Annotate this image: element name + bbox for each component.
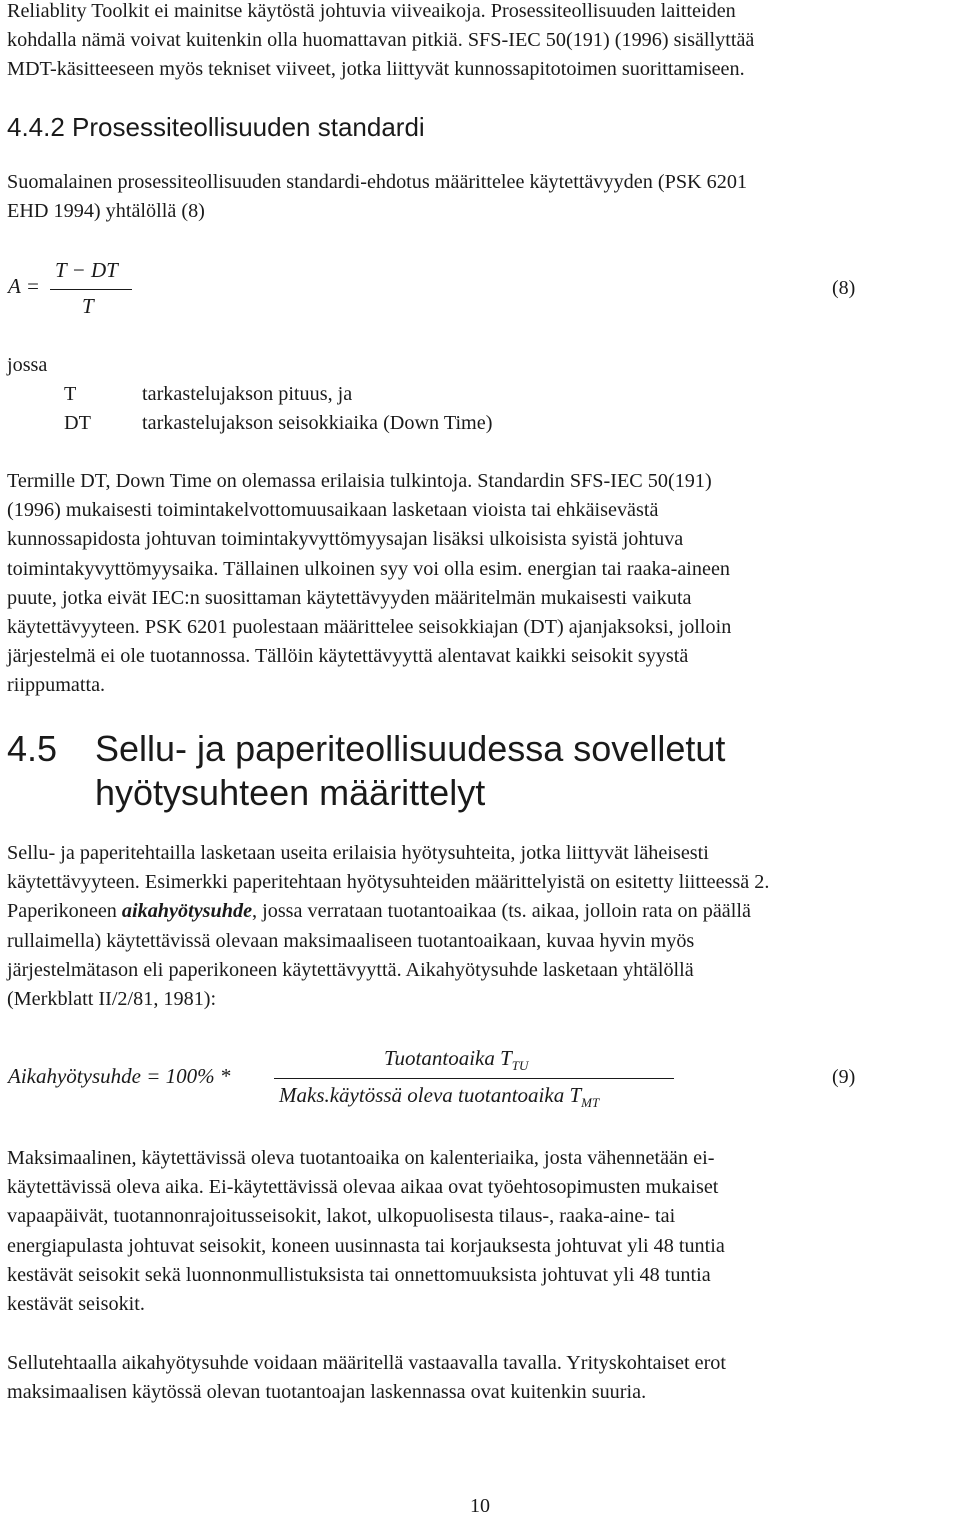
section-title-line-2: hyötysuhteen määrittelyt bbox=[95, 772, 486, 813]
numerator-text: Tuotantoaika T bbox=[384, 1046, 512, 1070]
emphasized-term: aikahyötysuhde bbox=[121, 900, 253, 923]
text-segment: Paperikoneen bbox=[7, 900, 122, 923]
equation-8-denominator: T bbox=[82, 294, 94, 318]
fraction-bar bbox=[274, 1078, 674, 1079]
section-45-paragraph-3 bbox=[7, 1349, 957, 1407]
text-line: käytettävissä oleva aika. Ei-käytettävissä olevaa aikaa ovat työehtosopimusten mukaiset bbox=[7, 1176, 719, 1199]
text-line: EHD 1994) yhtälöllä (8) bbox=[7, 200, 205, 223]
denominator-subscript: MT bbox=[581, 1095, 600, 1110]
page-number: 10 bbox=[470, 1495, 490, 1517]
section-heading-4-5 bbox=[7, 727, 725, 815]
equation-9-number: (9) bbox=[832, 1066, 856, 1088]
text-line: järjestelmätason eli paperikoneen käytettävyyttä. Aikahyötysuhde lasketaan yhtälöllä bbox=[7, 958, 694, 981]
text-line: Sellu- ja paperitehtailla lasketaan useita erilaisia hyötysuhteita, jotka liittyvät läheisesti bbox=[7, 842, 709, 864]
text-line: rullaimella) käytettävissä olevaan maksimaaliseen tuotantoaikaan, kuvaa hyvin myös bbox=[7, 929, 695, 952]
section-442-paragraph-1 bbox=[7, 168, 957, 226]
text-line: vapaapäivät, tuotannonrajoitusseisokit, lakot, ulkopuolisesta tilaus-, raaka-aine- tai bbox=[7, 1205, 676, 1228]
intro-paragraph bbox=[7, 0, 957, 85]
text-line: Maksimaalinen, käytettävissä oleva tuotantoaika on kalenteriaika, josta vähennetään ei- bbox=[7, 1147, 715, 1169]
text-line: (1996) mukaisesti toimintakelvottomuusaikaan lasketaan vioista tai ehkäisevästä bbox=[7, 499, 659, 522]
text-line: maksimaalisen käytössä olevan tuotantoajan laskennassa ovat kuitenkin suuria. bbox=[7, 1381, 647, 1404]
text-line: Termille DT, Down Time on olemassa erilaisia tulkintoja. Standardin SFS-IEC 50(191) bbox=[7, 470, 712, 492]
definition-symbol: DT bbox=[64, 412, 91, 434]
where-label: jossa bbox=[7, 354, 48, 376]
text-line: Sellutehtaalla aikahyötysuhde voidaan määritellä vastaavalla tavalla. Yrityskohtaiset erot bbox=[7, 1352, 727, 1374]
text-line: Suomalainen prosessiteollisuuden standardi-ehdotus määrittelee käytettävyyden (PSK 6201 bbox=[7, 171, 748, 193]
text-line: puute, jotka eivät IEC:n suosittaman käytettävyyden määritelmän mukaisesti vaikuta bbox=[7, 586, 692, 609]
text-line: Reliablity Toolkit ei mainitse käytöstä johtuvia viiveaikoja. Prosessiteollisuuden laitteiden bbox=[7, 0, 736, 22]
text-line: käytettävyyteen. Esimerkki paperitehtaan hyötysuhteiden määrittelyistä on esitetty liitteessä 2. bbox=[7, 871, 770, 894]
section-title-line-1: Sellu- ja paperiteollisuudessa sovelletut bbox=[95, 728, 726, 769]
section-45-paragraph-2 bbox=[7, 1144, 957, 1319]
denominator-text: Maks.käytössä oleva tuotantoaika T bbox=[279, 1083, 582, 1107]
text-line: riippumatta. bbox=[7, 674, 106, 697]
text-line: kunnossapidosta johtuvan toimintakyvyttömyysajan lisäksi ulkoisista syistä johtuva bbox=[7, 528, 684, 551]
definition-text: tarkastelujakson seisokkiaika (Down Time) bbox=[142, 412, 493, 434]
section-45-paragraph-1 bbox=[7, 839, 957, 1014]
text-line: kestävät seisokit sekä luonnonmullistuksista tai onnettomuuksista johtuvat yli 48 tuntia bbox=[7, 1263, 711, 1286]
text-line: energiapulasta johtuvat seisokit, koneen uusinnasta tai korjauksesta johtuvat yli 48 tuntia bbox=[7, 1234, 725, 1257]
equation-8-number: (8) bbox=[832, 277, 856, 299]
text-line bbox=[7, 897, 957, 926]
equation-9-denominator bbox=[279, 1083, 599, 1108]
definition-text: tarkastelujakson pituus, ja bbox=[142, 383, 353, 405]
text-line: kohdalla nämä voivat kuitenkin olla huomattavan pitkiä. SFS-IEC 50(191) (1996) sisällyttää bbox=[7, 29, 755, 52]
equation-8-numerator: T − DT bbox=[55, 258, 118, 282]
section-number: 4.5 bbox=[7, 728, 58, 769]
text-line: kestävät seisokit. bbox=[7, 1293, 145, 1316]
fraction-bar bbox=[50, 289, 132, 290]
equation-8-lhs: A = bbox=[8, 274, 40, 298]
equation-9-numerator bbox=[384, 1046, 528, 1071]
text-line: järjestelmä ei ole tuotannossa. Tällöin käytettävyyttä alentavat kaikki seisokit syystä bbox=[7, 645, 689, 668]
section-heading-4-4-2: 4.4.2 Prosessiteollisuuden standardi bbox=[7, 112, 425, 142]
text-line: toimintakyvyttömyysaika. Tällainen ulkoinen syy voi olla esim. energian tai raaka-aineen bbox=[7, 557, 731, 580]
numerator-subscript: TU bbox=[511, 1058, 529, 1073]
section-442-paragraph-2 bbox=[7, 467, 957, 701]
text-line: (Merkblatt II/2/81, 1981): bbox=[7, 988, 217, 1011]
text-line: MDT-käsitteeseen myös tekniset viiveet, jotka liittyvät kunnossapitotoimen suorittamiseen. bbox=[7, 58, 745, 81]
text-line: käytettävyyteen. PSK 6201 puolestaan määrittelee seisokkiajan (DT) ajanjaksoksi, jolloin bbox=[7, 616, 732, 639]
text-segment: , jossa verrataan tuotantoaikaa (ts. aikaa, jolloin rata on päällä bbox=[252, 900, 751, 923]
equation-9-lhs: Aikahyötysuhde = 100% * bbox=[8, 1064, 231, 1088]
definition-symbol: T bbox=[64, 383, 77, 405]
